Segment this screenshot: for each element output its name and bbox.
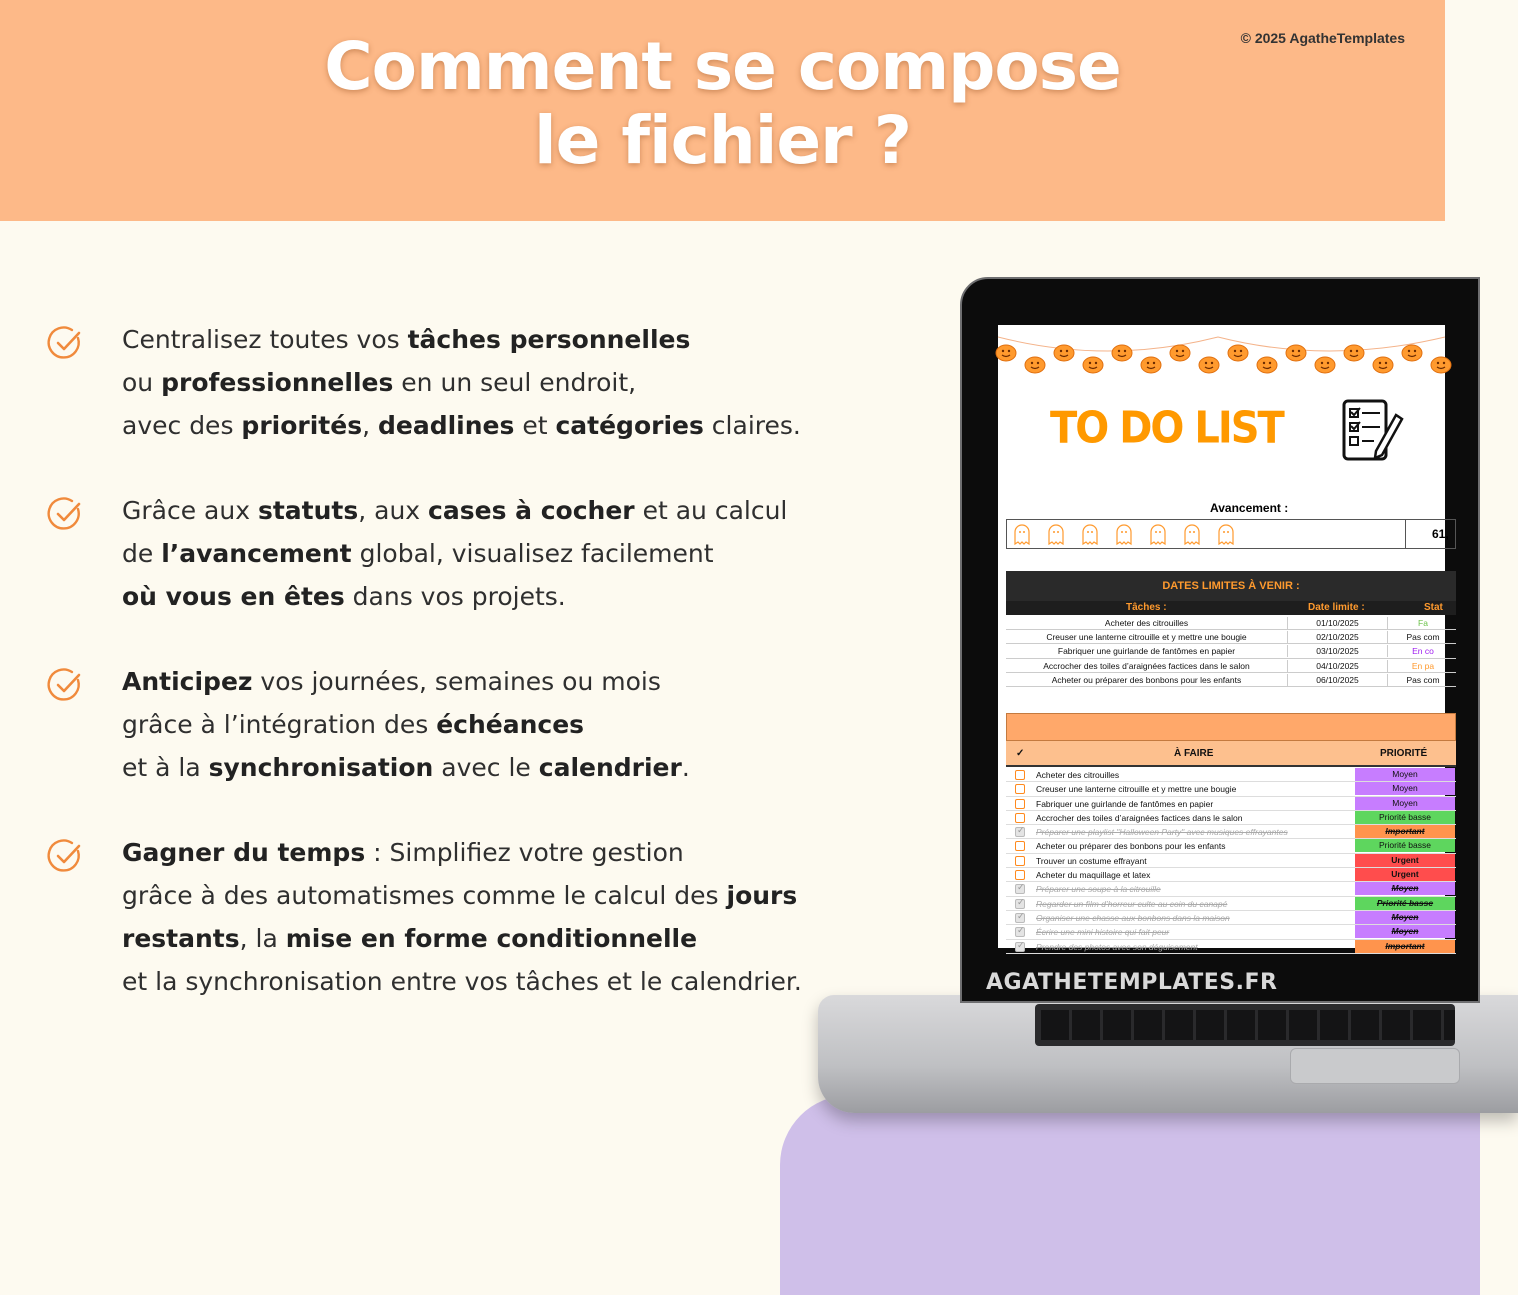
task-checkbox[interactable]: [1015, 827, 1025, 837]
task-checkbox[interactable]: [1015, 870, 1025, 880]
priority-badge: Moyen: [1355, 911, 1455, 924]
feature-list: [48, 318, 868, 1045]
task-checkbox[interactable]: [1015, 770, 1025, 780]
check-circle-icon: [48, 839, 82, 873]
date-cell: 01/10/2025: [1288, 617, 1388, 629]
col-deadline: Date limite :: [1308, 602, 1365, 613]
task-checkbox[interactable]: [1015, 856, 1025, 866]
feature-text: Anticipez vos journées, semaines ou mois grâce à l’intégration des échéances et à la synchronisation avec le calendrier.: [122, 667, 690, 782]
priority-badge: Priorité basse: [1355, 811, 1455, 824]
check-circle-icon: [48, 326, 82, 360]
task-row: [1006, 882, 1456, 896]
brand-watermark: AGATHETEMPLATES.FR: [986, 970, 1278, 995]
task-row: [1006, 854, 1456, 868]
spreadsheet-screen: [998, 325, 1449, 952]
task-text: Fabriquer une guirlande de fantômes en papier: [1036, 798, 1214, 809]
table-row: [1006, 616, 1456, 630]
tasks-banner: [1006, 713, 1456, 741]
task-row: [1006, 768, 1456, 782]
col-todo: À FAIRE: [1174, 748, 1214, 759]
task-checkbox[interactable]: [1015, 799, 1025, 809]
task-row: [1006, 868, 1456, 882]
check-circle-icon: [48, 497, 82, 531]
task-row: [1006, 940, 1456, 954]
priority-badge: Moyen: [1355, 782, 1455, 795]
task-text: Regarder un film d’horreur culte au coin du canapé: [1036, 898, 1228, 909]
feature-text: Gagner du temps : Simplifiez votre gestion grâce à des automatismes comme le calcul des jours restants, la mise en forme conditionnelle et la synchronisation entre vos tâches et le calendrier.: [122, 838, 802, 996]
ghost-icon: [1009, 522, 1035, 546]
status-cell: Pas com: [1406, 674, 1440, 685]
task-checkbox[interactable]: [1015, 884, 1025, 894]
task-row: [1006, 782, 1456, 796]
feature-item: [48, 489, 868, 618]
tasks-table: [1006, 768, 1456, 954]
task-cell: Accrocher des toiles d’araignées factices dans le salon: [1006, 660, 1288, 672]
table-row: [1006, 673, 1456, 687]
task-row: [1006, 811, 1456, 825]
page-title: [0, 30, 1445, 178]
task-checkbox[interactable]: [1015, 942, 1025, 952]
feature-item: [48, 660, 868, 789]
date-cell: 03/10/2025: [1288, 645, 1388, 657]
status-cell: Pas com: [1406, 632, 1440, 643]
task-checkbox[interactable]: [1015, 927, 1025, 937]
task-text: Creuser une lanterne citrouille et y mettre une bougie: [1036, 784, 1237, 795]
col-tasks: Tâches :: [1126, 602, 1167, 613]
table-row: [1006, 644, 1456, 658]
feature-item: [48, 831, 868, 1003]
progress-bar: [1006, 519, 1456, 549]
tasks-columns: [1006, 741, 1456, 767]
task-text: Acheter ou préparer des bonbons pour les enfants: [1036, 841, 1226, 852]
purple-backdrop: [780, 1095, 1480, 1295]
ghost-icon: [1043, 522, 1069, 546]
task-text: Acheter du maquillage et latex: [1036, 870, 1151, 881]
task-row: [1006, 797, 1456, 811]
task-checkbox[interactable]: [1015, 784, 1025, 794]
task-cell: Creuser une lanterne citrouille et y mettre une bougie: [1006, 631, 1288, 643]
priority-badge: Moyen: [1355, 768, 1455, 781]
task-checkbox[interactable]: [1015, 841, 1025, 851]
task-row: [1006, 911, 1456, 925]
feature-text: Centralisez toutes vos tâches personnelles ou professionnelles en un seul endroit, avec des priorités, deadlines et catégories claires.: [122, 325, 801, 440]
status-cell: En co: [1412, 646, 1434, 657]
col-status: Stat: [1424, 602, 1443, 613]
feature-item: [48, 318, 868, 447]
task-checkbox[interactable]: [1015, 813, 1025, 823]
progress-value: 61,: [1432, 527, 1449, 541]
task-checkbox[interactable]: [1015, 913, 1025, 923]
title-line-1: Comment se compose: [324, 28, 1121, 105]
task-text: Écrire une mini histoire qui fait peur: [1036, 927, 1170, 938]
priority-badge: Moyen: [1355, 882, 1455, 895]
task-row: [1006, 897, 1456, 911]
task-text: Prendre des photos avec son déguisement: [1036, 941, 1198, 952]
status-cell: Fa: [1418, 618, 1428, 628]
task-text: Préparer une soupe à la citrouille: [1036, 884, 1161, 895]
title-line-2: le fichier ?: [533, 102, 911, 179]
todo-title: TO DO LIST: [1050, 402, 1283, 454]
task-text: Trouver un costume effrayant: [1036, 855, 1147, 866]
task-checkbox[interactable]: [1015, 899, 1025, 909]
priority-badge: Important: [1355, 825, 1455, 838]
date-cell: 06/10/2025: [1288, 674, 1388, 686]
task-text: Organiser une chasse aux bonbons dans la maison: [1036, 912, 1230, 923]
task-cell: Fabriquer une guirlande de fantômes en papier: [1006, 645, 1288, 657]
pumpkin-garland-icon: [998, 325, 1445, 385]
col-priority: PRIORITÉ: [1380, 748, 1428, 759]
progress-label: Avancement :: [1210, 501, 1289, 515]
task-cell: Acheter ou préparer des bonbons pour les enfants: [1006, 674, 1288, 686]
ghost-icon: [1077, 522, 1103, 546]
task-row: [1006, 925, 1456, 939]
priority-badge: Priorité basse: [1355, 839, 1455, 852]
priority-badge: Moyen: [1355, 797, 1455, 810]
deadlines-table: [1006, 616, 1456, 687]
col-check: ✓: [1016, 748, 1025, 759]
task-text: Acheter des citrouilles: [1036, 770, 1120, 780]
ghost-icon: [1111, 522, 1137, 546]
feature-text: Grâce aux statuts, aux cases à cocher et au calcul de l’avancement global, visualisez facilement où vous en êtes dans vos projets.: [122, 496, 788, 611]
priority-badge: Priorité basse: [1355, 897, 1455, 910]
task-row: [1006, 825, 1456, 839]
task-row: [1006, 839, 1456, 853]
priority-badge: Urgent: [1355, 868, 1455, 881]
date-cell: 04/10/2025: [1288, 660, 1388, 672]
deadlines-columns: [1006, 601, 1456, 615]
checklist-icon: [1338, 395, 1406, 467]
check-circle-icon: [48, 668, 82, 702]
table-row: [1006, 630, 1456, 644]
date-cell: 02/10/2025: [1288, 631, 1388, 643]
table-row: [1006, 659, 1456, 673]
status-cell: En pa: [1411, 660, 1435, 671]
laptop-keyboard: [1035, 1004, 1455, 1046]
copyright-notice: © 2025 AgatheTemplates: [1240, 30, 1405, 46]
ghost-icon: [1145, 522, 1171, 546]
laptop-trackpad: [1290, 1048, 1460, 1084]
priority-badge: Important: [1355, 940, 1455, 953]
ghost-icon: [1213, 522, 1239, 546]
priority-badge: Urgent: [1355, 854, 1455, 867]
ghost-icon: [1179, 522, 1205, 546]
priority-badge: Moyen: [1355, 925, 1455, 938]
task-cell: Acheter des citrouilles: [1006, 617, 1288, 629]
deadlines-heading: DATES LIMITES À VENIR :: [1006, 571, 1456, 601]
task-text: Accrocher des toiles d’araignées factices dans le salon: [1036, 812, 1243, 823]
task-text: Préparer une playlist "Halloween Party" avec musiques effrayantes: [1036, 827, 1288, 838]
